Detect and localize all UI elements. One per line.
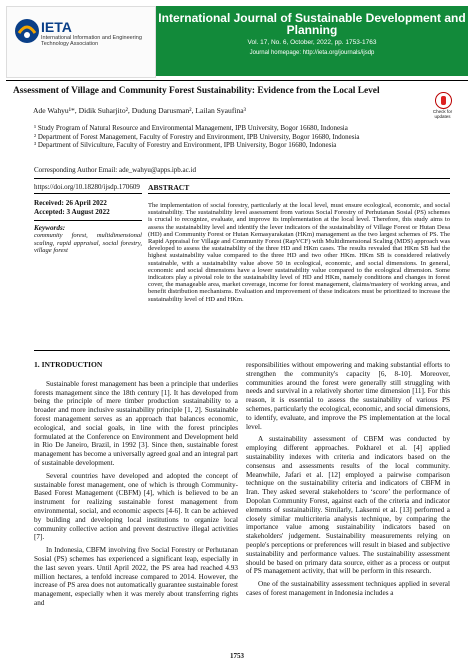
body-divider xyxy=(34,350,450,351)
body-right-column xyxy=(246,361,450,598)
paragraph: One of the sustainability assessment techniques applied in several cases of forest management in Indonesia includes a xyxy=(246,580,450,597)
paragraph: Sustainable forest management has been a principle that underlies forests management since the 18th century [1]. It has developed from being the principle of mere timber production sustainability to a broader and more inclusive sustainability principle [1, 2]. Sustainable forest management serves as an approach that balances economic, ecological, and social goals, in line with the forest principles formulated at the Conference on Environment and Development held in Rio De Janeiro, Brazil, in 1992 [3]. Since then, sustainable forest management has become a universally agreed goal and an integral part of sustainable development. xyxy=(34,379,238,467)
paragraph: In Indonesia, CBFM involving five Social Forestry or Perhutanan Sosial (PS) schemes has experienced a significant leap, especially in the last seven years. Until April 2022, the PS area had reached 4.93 million hectares, a tenfold increase compared to 2014. However, the increase of PS area does not automatically guarantee sustainable forest management, especially when it was merely about transferring rights and xyxy=(34,546,238,607)
affiliation-3: ³ Department of Silviculture, Faculty of Forestry and Environment, IPB University, Bogor 16680, Indonesia xyxy=(34,141,337,149)
journal-homepage-link[interactable]: Journal homepage: http://ieta.org/journals/ijsdp xyxy=(249,50,375,56)
corresponding-email[interactable]: Corresponding Author Email: ade_wahyu@apps.ipb.ac.id xyxy=(34,166,196,174)
accepted-date: Accepted: 3 August 2022 xyxy=(34,208,110,216)
article-dates xyxy=(34,199,142,217)
paragraph: Several countries have developed and adopted the concept of sustainable forest management, one of which is through Community-Based Forest Management (CBFM) [4], which is believed to be an instrument for realizing sustainable forest management from environmental, social, and economic aspects [4-6]. It can be achieved by building and developing local institutions to organize local community collective action and prevent destructive illegal activities [7]. xyxy=(34,471,238,542)
body-left-column xyxy=(34,361,238,608)
check-for-updates-badge[interactable] xyxy=(426,92,459,120)
header-divider xyxy=(6,80,468,81)
author-list: Ade Wahyu¹*, Didik Suharjito², Dudung Darusman², Lailan Syaufina³ xyxy=(33,106,246,115)
affiliation-1: ¹ Study Program of Natural Resource and Environmental Management, IPB University, Bogor 16680, Indonesia xyxy=(34,124,348,132)
paragraph: responsibilities without empowering and making substantial efforts to strengthen the community's capacity [6, 8-10]. Moreover, communities around the forest were generally still struggling with needs and survival in a relatively shorter time dimension [11]. For this reason, it is essential to assess the sustainability of various PS schemes, particularly the ecological, economic, and social dimensions, to identify, evaluate, and improve the PS implementation at the local level. xyxy=(246,361,450,431)
publisher-logo xyxy=(6,6,156,78)
received-date: Received: 26 April 2022 xyxy=(34,199,107,207)
meta-divider-top xyxy=(34,178,450,179)
logo-name: IETA xyxy=(41,19,72,35)
abstract-text: The implementation of social forestry, particularly at the local level, must ensure ecological, economic, and social sustainability. The sustainability level assessment from various Social Forestry of Perhutanan Sosial (PS) schemes is crucial to recognize, evaluate, and improve its implementation at the local level. Therefore, this study aims to assess the sustainability level and identify the lever indicators of the sustainability of Village Forest or Hutan Desa (HD) and Community Forest or Hutan Kemasyarakatan (HKm) management as the two largest schemes of PS. The Rapid Appraisal for Village and Community Forest (RapVCF) with Multidimensional Scaling (MDS) approach was developed to assess the sustainability of the three HD and HKm cases. The results revealed that HKm SB had the highest sustainability value compared to the three HD and two other HKm. HKm SB is considered relatively sustainable, with a sustainability value above 50 in ecological, economic, and social dimensions. In general, economic and social dimensions have a lower sustainability value compared to the ecological dimension. Some indicators play a pivotal role to the sustainability level of HD and HKm, namely conditions and changes in forest cover, the manageable area, market coverage, income for forest management, claims/mastery of working areas, and benefit distribution mechanisms. Evaluation and improvement of these indicators must be prioritized to increase the sustainability level of HD and HKm. xyxy=(148,202,450,303)
keywords-list: community forest, multidimensional scaling, rapid appraisal, social forestry, village forest xyxy=(34,232,142,254)
check-for-updates-label: Check for updates xyxy=(432,109,453,119)
keywords-heading: Keywords: xyxy=(34,224,66,232)
journal-header xyxy=(0,0,474,80)
section-heading-introduction: 1. INTRODUCTION xyxy=(34,360,103,369)
update-icon xyxy=(435,92,452,109)
doi-divider xyxy=(34,193,142,194)
logo-subtitle: International Information and Engineering Technology Association xyxy=(41,35,142,47)
abstract-divider xyxy=(148,193,450,194)
doi-link[interactable]: https://doi.org/10.18280/ijsdp.170609 xyxy=(34,183,140,191)
journal-volume: Vol. 17, No. 6, October, 2022, pp. 1753-1763 xyxy=(247,39,377,46)
dates-divider xyxy=(34,220,142,221)
abstract-heading: ABSTRACT xyxy=(148,183,190,192)
affiliations xyxy=(34,124,360,150)
ieta-logo-icon xyxy=(13,17,41,45)
paragraph: A sustainability assessment of CBFM was conducted by employing different approaches. Pokharel et al. [4] applied sustainability indexes with criteria and indicators based on the consensus and assessments results of the local community. Meanwhile, Jafari et al. [12] employed a pairwise comparison technique on the sustainability criteria and indicators of CBFM in Iran. They asked several stakeholders to ‘score’ the performance of Dopolan Community Forest, against each of the criteria and indicator elements of sustainability. Similarly, Laksemi et al. [13] performed a closely similar multicriteria analysis technique, by comparing the importance value among sustainability indicators based on stakeholders' judgement. Sustainability measurements relying on people's perceptions or preferences will result in biased and subjective sustainability and performance values. The sustainability assessment should be based on primary data source, either as a process or output of PS management activity, that will be perform in this research. xyxy=(246,435,450,576)
journal-title: International Journal of Sustainable Development and Planning xyxy=(158,11,466,37)
paper-title: Assessment of Village and Community Forest Sustainability: Evidence from the Local Level xyxy=(13,86,380,96)
affiliation-2: ² Department of Forest Management, Faculty of Forestry and Environment, IPB University, Bogor 16680, Indonesia xyxy=(34,132,360,141)
journal-banner xyxy=(156,6,468,76)
page-number: 1753 xyxy=(230,652,244,660)
